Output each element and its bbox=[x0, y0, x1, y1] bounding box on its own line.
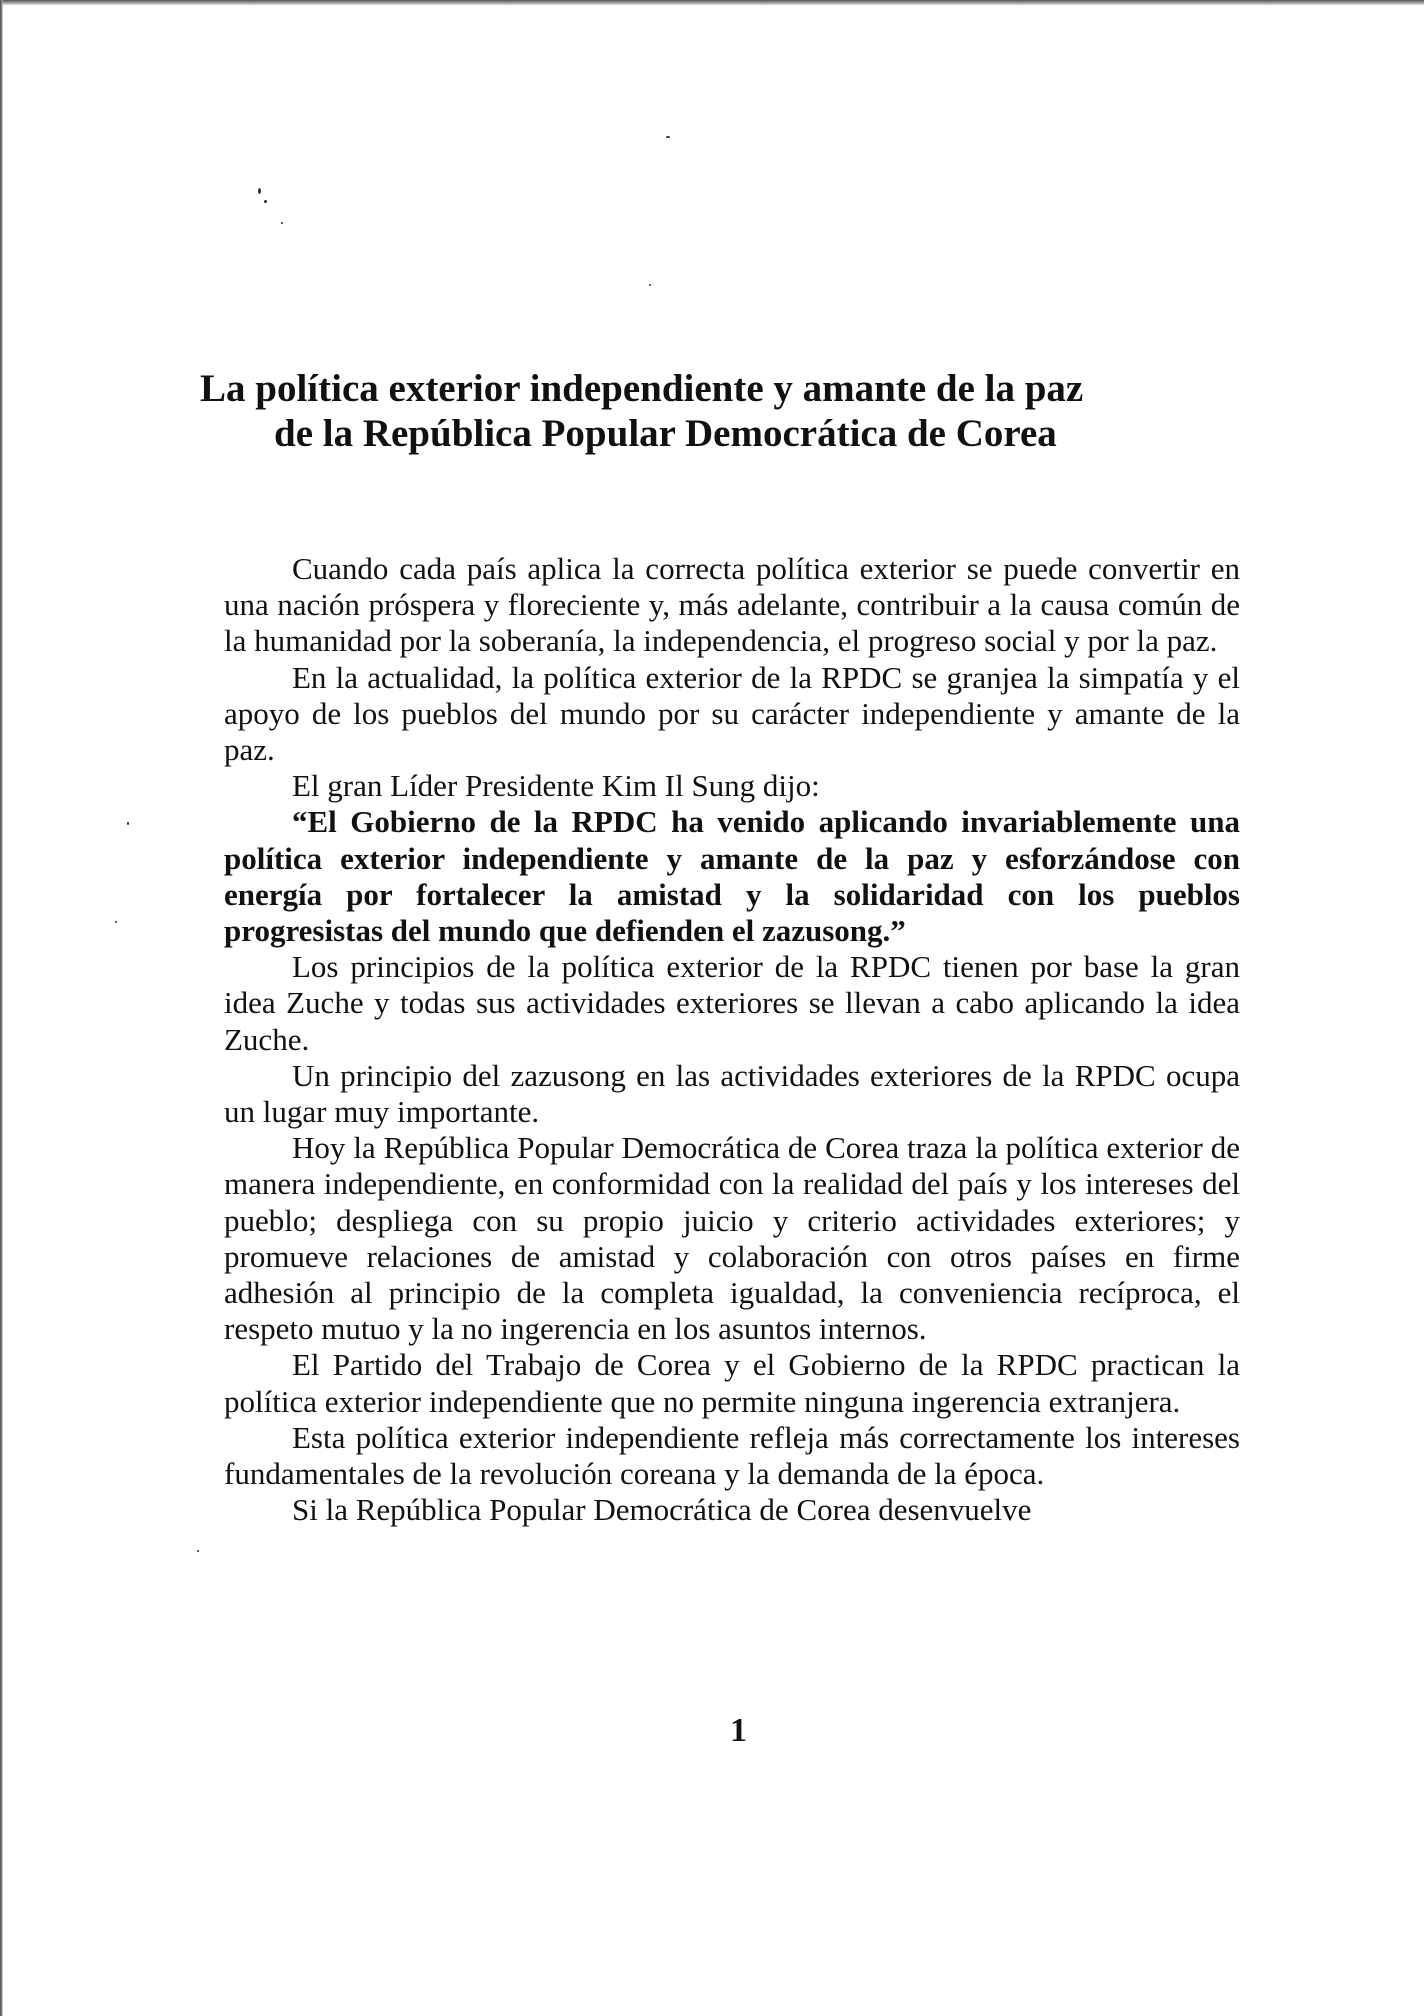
scan-speck bbox=[258, 188, 261, 194]
paragraph: Los principios de la política exterior de la RPDC tienen por base la gran idea Zuche y todas sus actividades exteriores se llevan a cabo aplicando la idea Zuche. bbox=[224, 949, 1240, 1057]
paragraph: Un principio del zazusong en las actividades exteriores de la RPDC ocupa un lugar muy importante. bbox=[224, 1057, 1240, 1130]
scan-speck bbox=[127, 822, 129, 825]
scan-speck bbox=[115, 921, 117, 923]
title-line-2: de la República Popular Democrática de Corea bbox=[274, 412, 1057, 455]
title-line-1: La política exterior independiente y amante de la paz bbox=[200, 367, 1084, 410]
scan-speck bbox=[649, 284, 651, 286]
scan-speck bbox=[666, 136, 670, 138]
paragraph: Esta política exterior independiente refleja más correctamente los intereses fundamentales de la revolución coreana y la demanda de la época. bbox=[224, 1419, 1240, 1492]
scan-speck bbox=[264, 200, 267, 203]
page-number: 1 bbox=[730, 1712, 747, 1749]
document-title bbox=[200, 366, 1220, 456]
scan-speck bbox=[197, 1550, 199, 1552]
scan-speck bbox=[281, 222, 283, 224]
paragraph: Si la República Popular Democrática de Corea desenvuelve bbox=[292, 1492, 1032, 1528]
paragraph: Cuando cada país aplica la correcta política exterior se puede convertir en una nación próspera y floreciente y, más adelante, contribuir a la causa común de la humanidad por la soberanía, la independencia, el progreso social y por la paz. bbox=[224, 551, 1240, 659]
paragraph: En la actualidad, la política exterior de la RPDC se granjea la simpatía y el apoyo de los pueblos del mundo por su carácter independiente y amante de la paz. bbox=[224, 659, 1240, 768]
paragraph: Hoy la República Popular Democrática de Corea traza la política exterior de manera independiente, en conformidad con la realidad del país y los intereses del pueblo; despliega con su propio juicio y criterio actividades exteriores; y promueve relaciones de amistad y colaboración con otros países en firme adhesión al principio de la completa igualdad, la conveniencia recíproca, el respeto mutuo y la no ingerencia en los asuntos internos. bbox=[224, 1130, 1240, 1347]
quotation-paragraph: “El Gobierno de la RPDC ha venido aplicando invariablemente una política exterior independiente y amante de la paz y esforzándose con energía por fortalecer la amistad y la solidaridad con los pueblos progresistas del mundo que defienden el zazusong.” bbox=[224, 804, 1240, 949]
scan-edge-left bbox=[0, 0, 3, 2016]
document-body bbox=[224, 551, 1240, 1528]
scan-edge-top bbox=[0, 0, 1424, 5]
paragraph: El gran Líder Presidente Kim Il Sung dijo: bbox=[292, 768, 820, 804]
paragraph: El Partido del Trabajo de Corea y el Gobierno de la RPDC practican la política exterior independiente que no permite ninguna ingerencia extranjera. bbox=[224, 1347, 1240, 1419]
